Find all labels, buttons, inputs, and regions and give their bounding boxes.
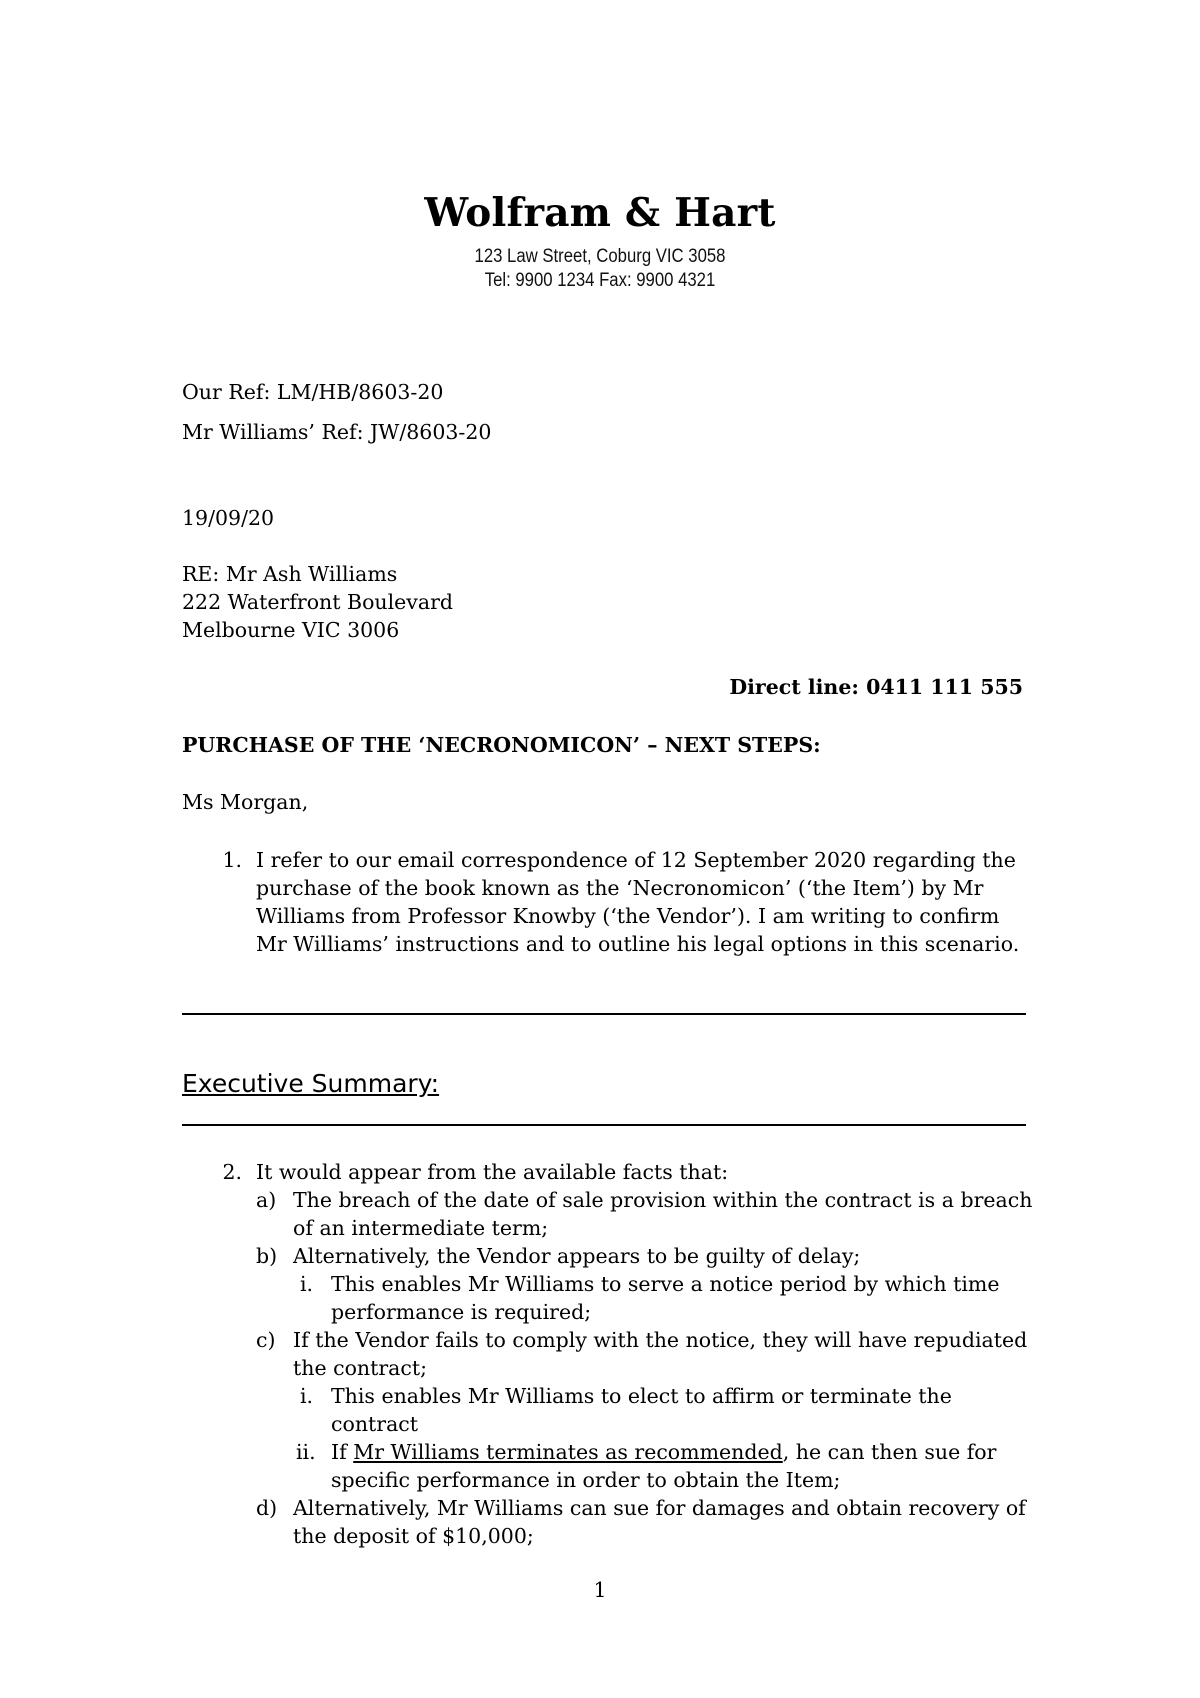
text-segment: , he can then sue for	[782, 1440, 997, 1464]
list-item-line: the deposit of $10,000;	[293, 1524, 534, 1548]
sublist-item-line: specific performance in order to obtain the Item;	[331, 1468, 841, 1492]
direct-line: Direct line: 0411 111 555	[729, 675, 1023, 699]
divider-bottom	[182, 1124, 1026, 1126]
list-item-line: If the Vendor fails to comply with the notice, they will have repudiated	[293, 1328, 1028, 1352]
paragraph-line: I refer to our email correspondence of 12 September 2020 regarding the	[256, 848, 1016, 872]
firm-address: 123 Law Street, Coburg VIC 3058	[474, 246, 726, 267]
sublist-item-line: contract	[331, 1412, 419, 1436]
our-reference: Our Ref: LM/HB/8603-20	[182, 380, 444, 404]
sublist-marker: ii.	[296, 1440, 316, 1464]
paragraph-intro: It would appear from the available facts that:	[256, 1160, 729, 1184]
list-item-line: Alternatively, the Vendor appears to be guilty of delay;	[293, 1244, 861, 1268]
letter-subject: PURCHASE OF THE ‘NECRONOMICON’ – NEXT STEPS:	[182, 733, 821, 757]
sublist-item-line: performance is required;	[331, 1300, 592, 1324]
list-marker: b)	[256, 1244, 278, 1268]
paragraph-line: Mr Williams’ instructions and to outline his legal options in this scenario.	[256, 932, 1020, 956]
list-marker: d)	[256, 1496, 278, 1520]
their-reference: Mr Williams’ Ref: JW/8603-20	[182, 420, 492, 444]
recipient-street: 222 Waterfront Boulevard	[182, 590, 454, 614]
list-marker: c)	[256, 1328, 276, 1352]
salutation: Ms Morgan,	[182, 790, 309, 814]
section-title: Executive Summary:	[182, 1069, 440, 1098]
underlined-text: Mr Williams terminates as recommended	[353, 1440, 783, 1464]
sublist-marker: i.	[300, 1384, 314, 1408]
firm-tel-fax: Tel: 9900 1234 Fax: 9900 4321	[484, 270, 716, 291]
paragraph-line: Williams from Professor Knowby (‘the Vendor’). I am writing to confirm	[256, 904, 1000, 928]
paragraph-line: purchase of the book known as the ‘Necronomicon’ (‘the Item’) by Mr	[256, 876, 984, 900]
recipient-city: Melbourne VIC 3006	[182, 618, 400, 642]
list-item-line: of an intermediate term;	[293, 1216, 549, 1240]
text-segment: If	[331, 1440, 354, 1464]
paragraph-1	[182, 846, 1042, 966]
list-item-line: The breach of the date of sale provision within the contract is a breach	[293, 1188, 1033, 1212]
sublist-marker: i.	[300, 1272, 314, 1296]
list-marker: a)	[256, 1188, 277, 1212]
page-number: 1	[593, 1578, 607, 1602]
list-item-line: the contract;	[293, 1356, 428, 1380]
sublist-item-line	[331, 1440, 996, 1464]
sublist-item-line: This enables Mr Williams to serve a notice period by which time	[331, 1272, 1000, 1296]
divider-top	[182, 1013, 1026, 1015]
firm-name: Wolfram & Hart	[424, 190, 776, 236]
list-item-line: Alternatively, Mr Williams can sue for damages and obtain recovery of	[293, 1496, 1026, 1520]
sublist-item-line: This enables Mr Williams to elect to affirm or terminate the	[331, 1384, 952, 1408]
letter-date: 19/09/20	[182, 506, 275, 530]
paragraph-number: 2.	[222, 1160, 242, 1184]
re-line: RE: Mr Ash Williams	[182, 562, 398, 586]
paragraph-number: 1.	[222, 848, 242, 872]
